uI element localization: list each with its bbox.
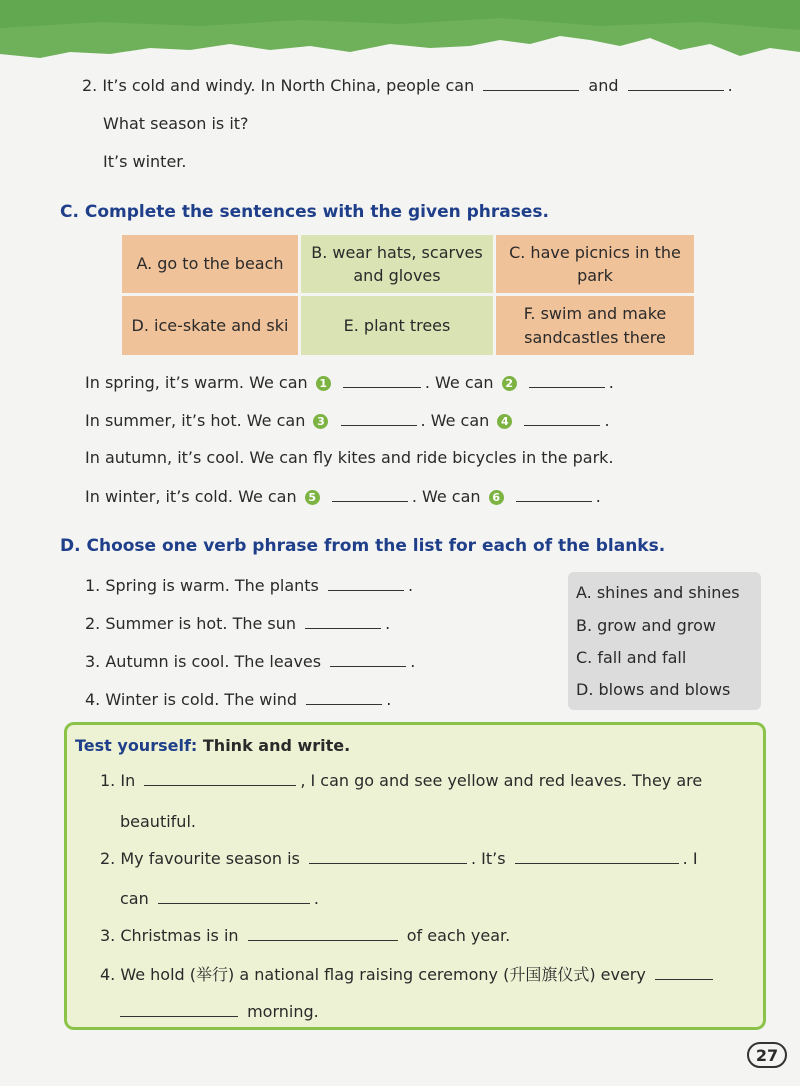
answer-blank[interactable] <box>332 487 408 502</box>
answer-blank[interactable] <box>306 690 382 705</box>
test-yourself-heading <box>75 736 350 755</box>
period: . <box>604 411 610 430</box>
item-text: 1. Spring is warm. The plants <box>85 576 319 595</box>
item-text: 3. Autumn is cool. The leaves <box>85 652 322 671</box>
test-question-1 <box>100 771 702 790</box>
question-text: of each year. <box>406 926 511 945</box>
spring-sentence <box>85 373 614 392</box>
season-answer: It’s winter. <box>103 152 187 171</box>
question-text: . It’s <box>470 849 506 868</box>
test-question-4-cont <box>116 1002 319 1021</box>
test-question-2-cont <box>120 889 319 908</box>
period: . <box>313 889 319 908</box>
choice-option: A. shines and shines <box>576 583 740 602</box>
blank-marker: 1 <box>316 376 331 391</box>
answer-blank[interactable] <box>516 487 592 502</box>
verb-item <box>85 576 413 595</box>
question-number: 2. <box>82 76 98 95</box>
phrase-cell: E. plant trees <box>301 296 493 355</box>
period: . <box>386 690 392 709</box>
question-text: , I can go and see yellow and red leaves. They are <box>300 771 703 790</box>
item-text: 2. Summer is hot. The sun <box>85 614 297 633</box>
verb-item <box>85 614 390 633</box>
item-text: 4. Winter is cold. The wind <box>85 690 298 709</box>
question-text: 2. My favourite season is <box>100 849 300 868</box>
answer-blank[interactable] <box>529 373 605 388</box>
sentence-text: . We can <box>424 373 494 392</box>
phrase-cell: D. ice-skate and ski <box>122 296 298 355</box>
test-title: Think and write. <box>202 736 351 755</box>
sentence-text: In spring, it’s warm. We can <box>85 373 308 392</box>
answer-blank[interactable] <box>628 76 724 91</box>
choice-option: B. grow and grow <box>576 616 716 635</box>
period: . <box>410 652 416 671</box>
answer-blank[interactable] <box>248 926 398 941</box>
question-text: can <box>120 889 149 908</box>
answer-blank[interactable] <box>341 411 417 426</box>
blank-marker: 5 <box>305 490 320 505</box>
phrase-cell: C. have picnics in the park <box>496 235 694 293</box>
blank-marker: 6 <box>489 490 504 505</box>
sentence-text: In summer, it’s hot. We can <box>85 411 306 430</box>
phrase-cell: A. go to the beach <box>122 235 298 293</box>
and-word: and <box>588 76 619 95</box>
choice-option: C. fall and fall <box>576 648 687 667</box>
blank-marker: 3 <box>313 414 328 429</box>
test-label: Test yourself: <box>75 736 198 755</box>
section-c-heading: C. Complete the sentences with the given phrases. <box>60 202 549 222</box>
test-question-2 <box>100 849 698 868</box>
phrase-cell: B. wear hats, scarves and gloves <box>301 235 493 293</box>
period: . <box>385 614 391 633</box>
answer-blank[interactable] <box>483 76 579 91</box>
answer-blank[interactable] <box>328 576 404 591</box>
question-text: 1. In <box>100 771 136 790</box>
answer-blank[interactable] <box>655 965 713 980</box>
choice-option: D. blows and blows <box>576 680 731 699</box>
period: . <box>407 576 414 595</box>
answer-blank[interactable] <box>309 849 467 864</box>
test-question-3 <box>100 926 510 945</box>
question-text: . I <box>682 849 698 868</box>
test-question-1-cont: beautiful. <box>120 812 196 831</box>
blank-marker: 4 <box>497 414 512 429</box>
top-grass-banner <box>0 0 800 70</box>
question-text: It’s cold and windy. In North China, people can <box>102 76 475 95</box>
winter-sentence <box>85 487 601 506</box>
period: . <box>727 76 733 95</box>
verb-item <box>85 652 415 671</box>
answer-blank[interactable] <box>120 1002 238 1017</box>
section-d-heading: D. Choose one verb phrase from the list for each of the blanks. <box>60 536 666 556</box>
phrase-table <box>122 235 694 355</box>
answer-blank[interactable] <box>158 889 310 904</box>
question-text: 4. We hold (举行) a national flag raising ceremony (升国旗仪式) every <box>100 965 646 984</box>
summer-sentence <box>85 411 610 430</box>
period: . <box>608 373 614 392</box>
sentence-text: . We can <box>420 411 490 430</box>
autumn-sentence: In autumn, it’s cool. We can fly kites and ride bicycles in the park. <box>85 448 614 467</box>
answer-blank[interactable] <box>524 411 600 426</box>
sentence-text: . We can <box>411 487 481 506</box>
question-text: 3. Christmas is in <box>100 926 239 945</box>
sentence-text: In winter, it’s cold. We can <box>85 487 297 506</box>
verb-item <box>85 690 391 709</box>
answer-blank[interactable] <box>144 771 296 786</box>
season-question: What season is it? <box>103 114 249 133</box>
verb-choices-box <box>568 572 761 710</box>
answer-blank[interactable] <box>343 373 421 388</box>
period: . <box>595 487 601 506</box>
answer-blank[interactable] <box>330 652 406 667</box>
question-b2 <box>82 76 733 95</box>
answer-blank[interactable] <box>305 614 381 629</box>
phrase-cell: F. swim and make sandcastles there <box>496 296 694 355</box>
answer-blank[interactable] <box>515 849 679 864</box>
question-text: morning. <box>247 1002 319 1021</box>
test-question-4 <box>100 962 717 985</box>
blank-marker: 2 <box>502 376 517 391</box>
page-number: 27 <box>747 1042 787 1068</box>
